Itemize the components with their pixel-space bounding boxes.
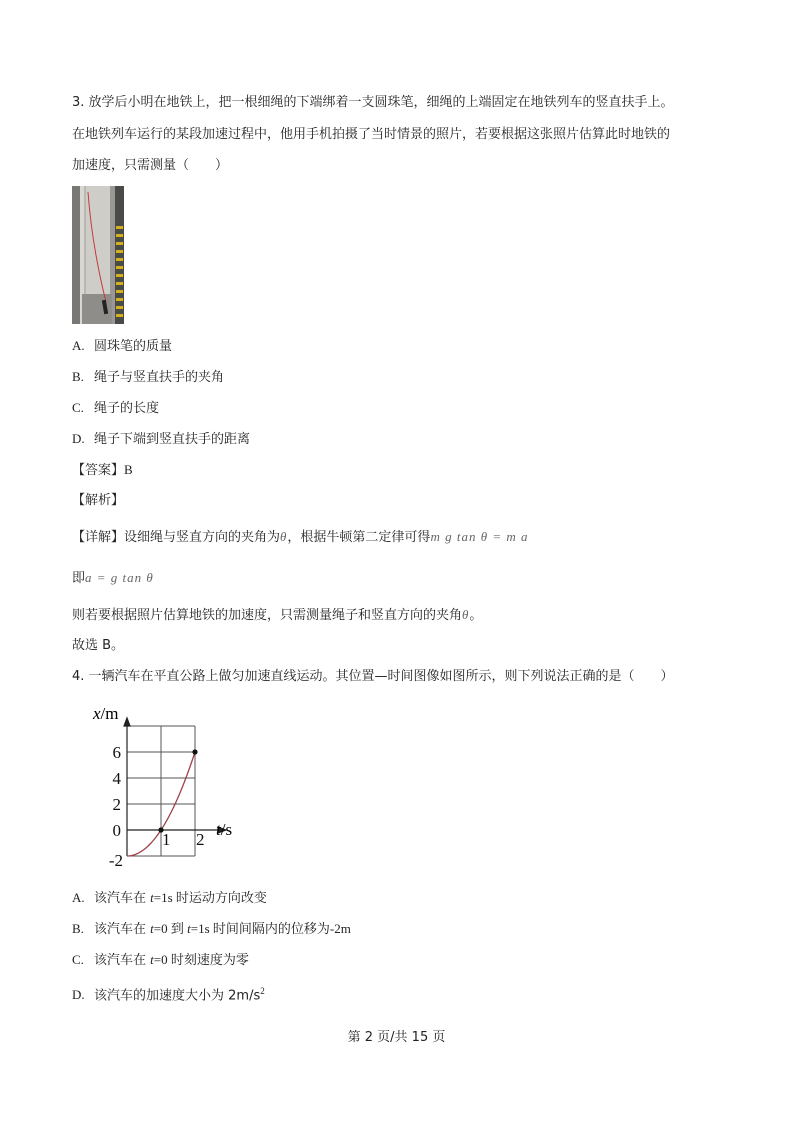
- q3-analysis-label: 【解析】: [72, 493, 125, 508]
- q4-option-b: B. 该汽车在 t=0 到 t=1s 时间间隔内的位移为-2m: [72, 921, 351, 937]
- x-axis-label: t/s: [216, 820, 233, 839]
- y-axis-label: x/m: [93, 704, 119, 723]
- q3-option-b: B. 绳子与竖直扶手的夹角: [72, 369, 225, 385]
- y-tick-label: 0: [112, 821, 121, 840]
- graph-axes: [124, 718, 226, 856]
- q3-answer: [72, 461, 133, 480]
- subway-photo: [72, 186, 124, 324]
- graph-grid: [127, 726, 195, 856]
- x-tick-labels: [162, 830, 205, 849]
- q3-stem-line-2: 在地铁列车运行的某段加速过程中，他用手机拍摄了当时情景的照片，若要根据这张照片估算此时地铁的: [72, 127, 671, 142]
- q3-stem-line-1: 3. 放学后小明在地铁上，把一根细绳的下端绑着一支圆珠笔，细绳的上端固定在地铁列车的竖直扶手上。: [72, 95, 674, 110]
- data-point: [192, 749, 197, 754]
- q3-option-a: A. 圆珠笔的质量: [72, 338, 173, 354]
- page-footer: 第 2 页/共 15 页: [347, 1030, 446, 1045]
- q4-option-d: D. 该汽车的加速度大小为 $2m/s^2$: [72, 986, 265, 1004]
- q3-choose: 故选 B。: [72, 638, 125, 653]
- answer-label: 【答案】: [72, 463, 125, 478]
- formula-newton: m g tan θ = m a: [430, 529, 529, 544]
- x-tick-label: 2: [196, 830, 205, 849]
- formula-acceleration: a = g tan θ: [85, 570, 154, 585]
- q3-detail: 【详解】设细绳与竖直方向的夹角为θ，根据牛顿第二定律可得m g tan θ = m a: [72, 529, 529, 545]
- position-time-graph: [70, 700, 270, 870]
- x-tick-label: 1: [162, 830, 171, 849]
- y-tick-label: 4: [112, 769, 121, 788]
- q4-stem: 4. 一辆汽车在平直公路上做匀加速直线运动。其位置—时间图像如图所示，则下列说法正确的是（ ）: [72, 669, 674, 684]
- detail-label: 【详解】: [72, 530, 125, 545]
- y-tick-labels: [109, 743, 123, 870]
- q4-option-c: C. 该汽车在 t=0 时刻速度为零: [72, 952, 249, 968]
- y-axis-arrow: [124, 718, 130, 726]
- q3-formula-line: 即a = g tan θ: [72, 570, 154, 586]
- answer-value: B: [124, 462, 133, 477]
- q3-conclusion: 则若要根据照片估算地铁的加速度，只需测量绳子和竖直方向的夹角θ。: [72, 607, 483, 623]
- y-tick-label: 2: [112, 795, 121, 814]
- y-tick-label: 6: [112, 743, 121, 762]
- q3-stem-line-3: 加速度，只需测量（ ）: [72, 158, 229, 173]
- q4-option-a: A. 该汽车在 t=1s 时运动方向改变: [72, 890, 267, 906]
- q3-option-d: D. 绳子下端到竖直扶手的距离: [72, 431, 251, 447]
- q3-option-c: C. 绳子的长度: [72, 400, 160, 416]
- y-tick-label: -2: [108, 851, 123, 870]
